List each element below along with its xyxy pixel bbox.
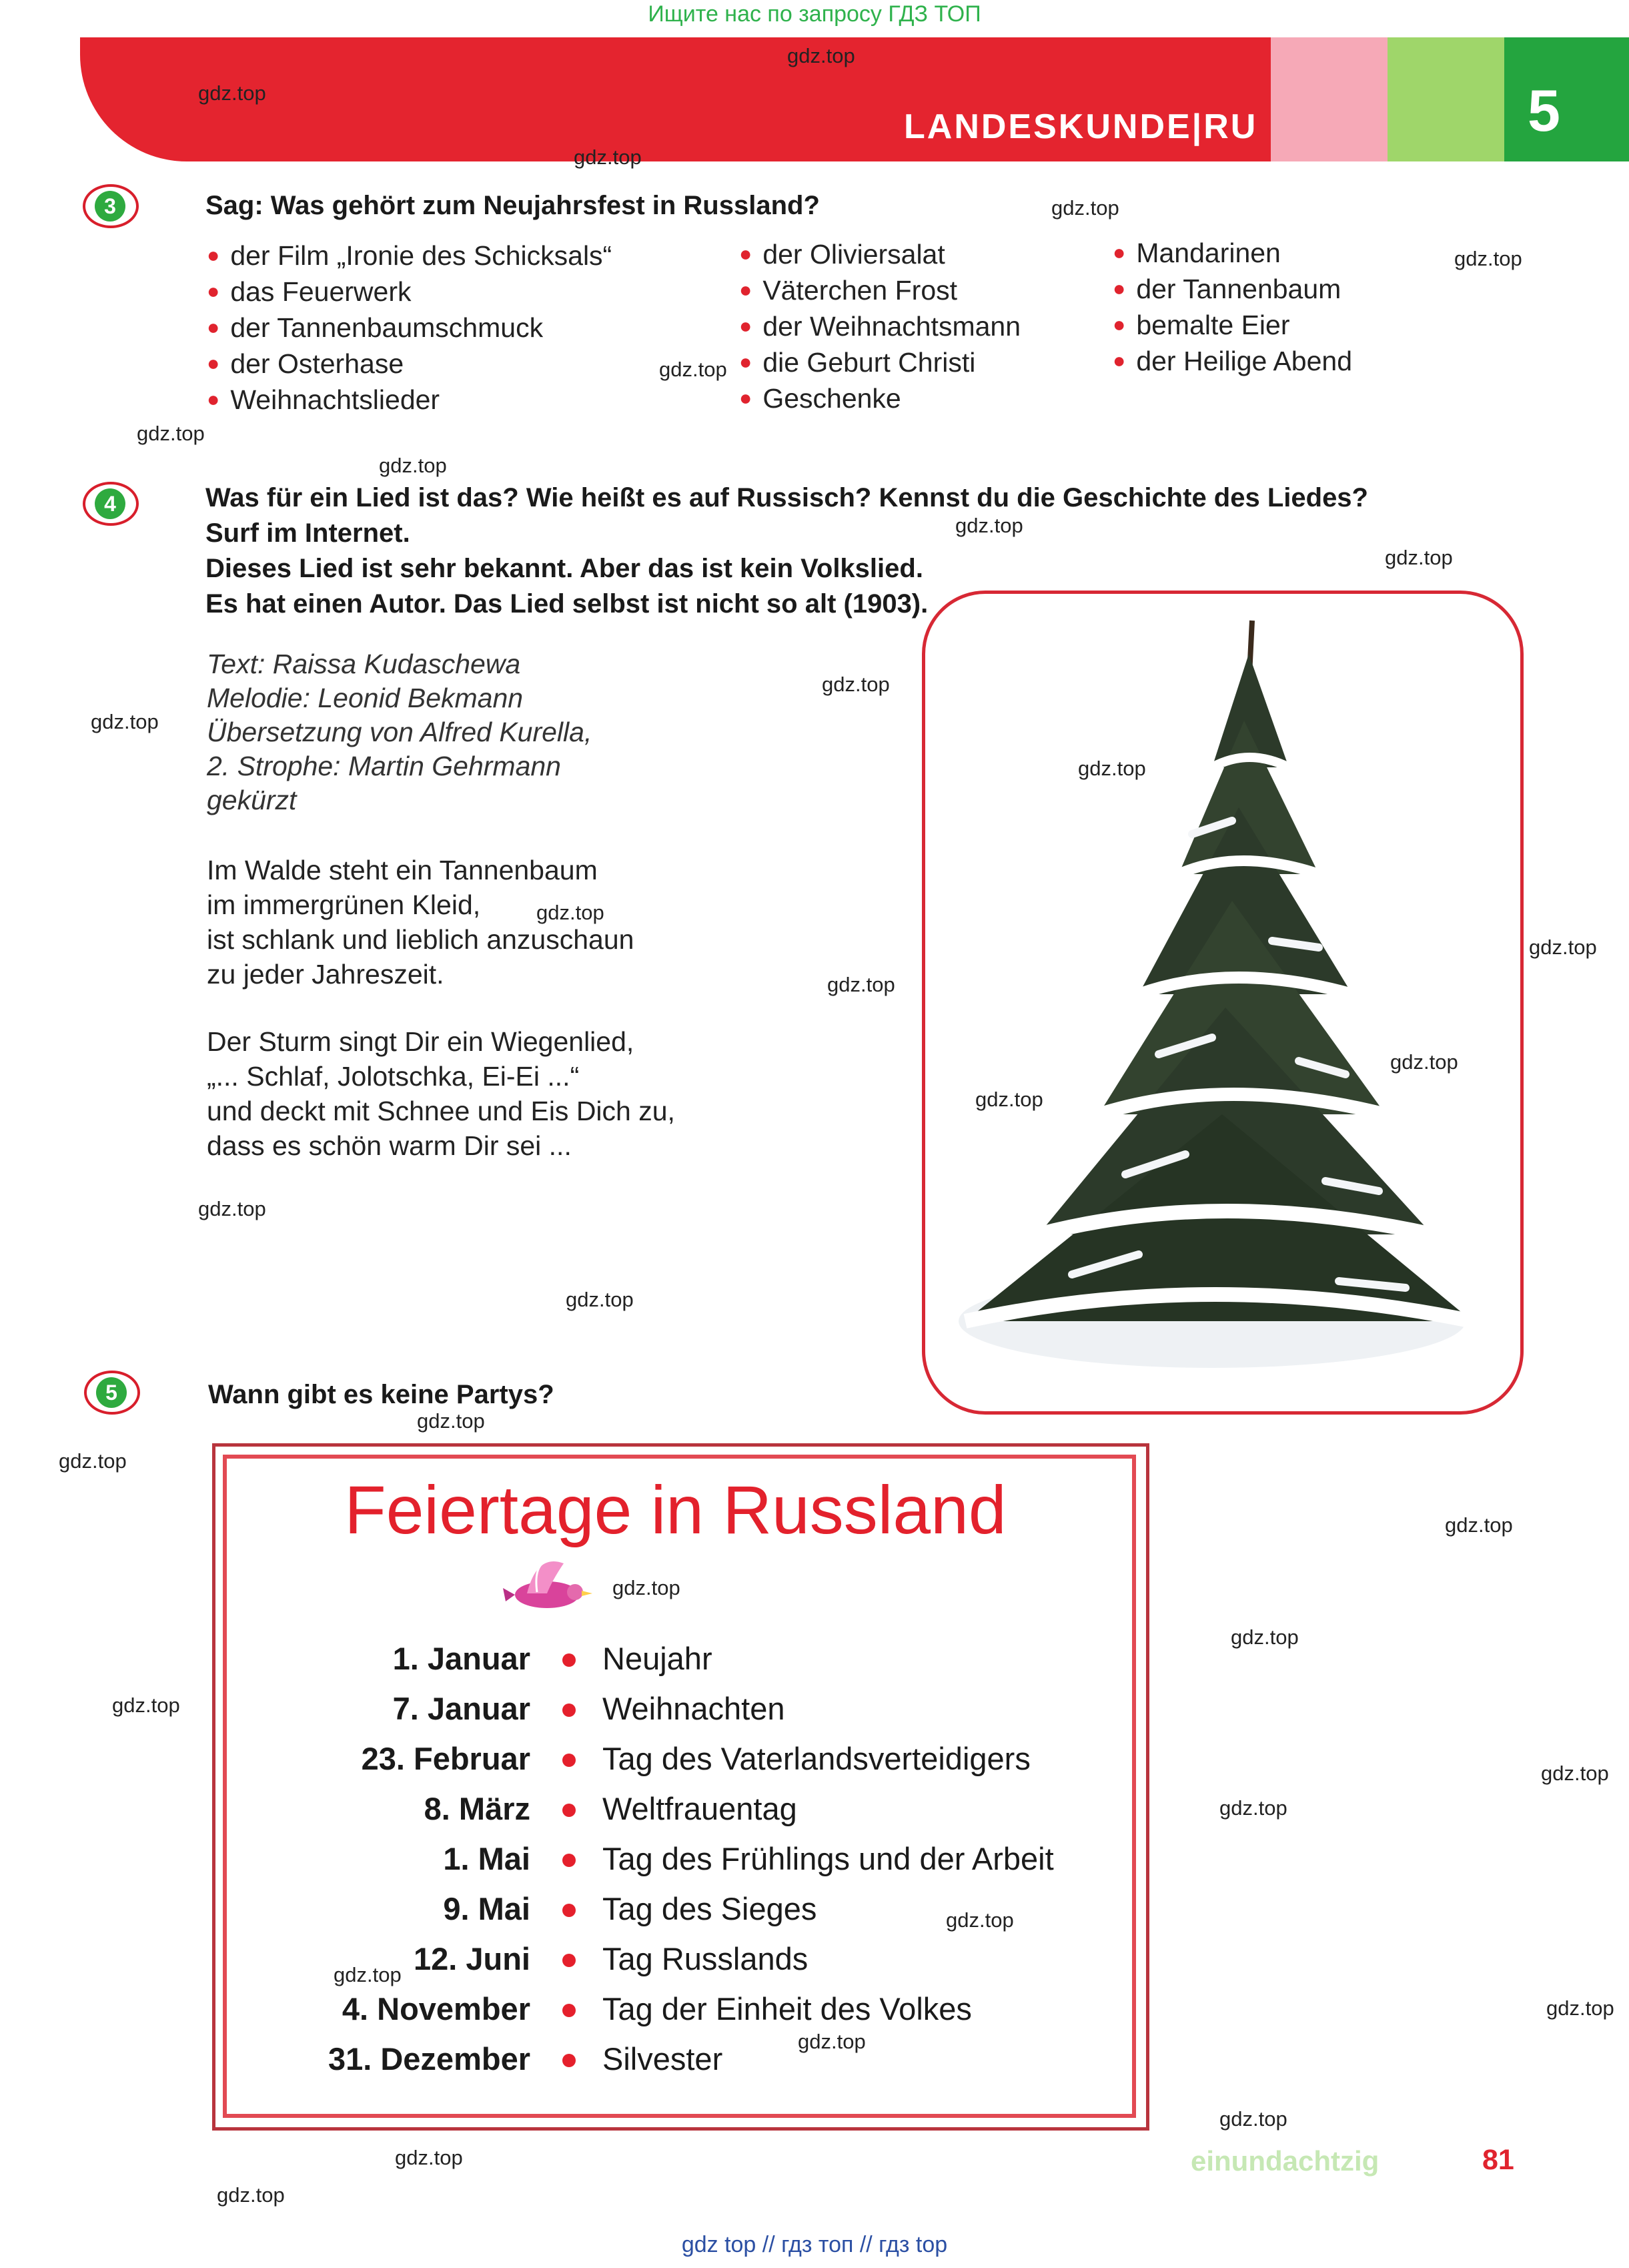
song-credits: [207, 647, 592, 817]
watermark: gdz.top: [1445, 1513, 1513, 1537]
holiday-date: 1. Januar: [392, 1641, 530, 1676]
holiday-row: [263, 1840, 1104, 1890]
watermark: gdz.top: [1051, 196, 1119, 220]
holiday-row: [263, 1690, 1104, 1740]
watermark: gdz.top: [59, 1449, 127, 1473]
credit-line: Melodie: Leonid Bekmann: [207, 683, 524, 713]
fir-tree-picture: [922, 591, 1524, 1415]
watermark: gdz.top: [1231, 1625, 1299, 1649]
holiday-date: 4. November: [342, 1991, 530, 2026]
task4-line: Was für ein Lied ist das? Wie heißt es auf Russisch? Kennst du die Geschichte des Liedes?: [205, 483, 1368, 512]
section-title: LANDESKUNDE|RU: [904, 107, 1258, 146]
list-item: ● das Feuerwerk: [207, 276, 412, 307]
task3-list-col1: [207, 239, 612, 419]
holidays-title: Feiertage in Russland: [344, 1472, 1007, 1548]
list-item: ● Geschenke: [739, 383, 901, 414]
watermark: gdz.top: [975, 1088, 1043, 1111]
task-number-badge: 4: [83, 482, 139, 526]
holiday-row: [263, 2040, 1104, 2091]
holiday-row: [263, 1790, 1104, 1840]
watermark: gdz.top: [198, 81, 266, 105]
holiday-date: 23. Februar: [361, 1741, 530, 1776]
list-item: ● der Tannenbaum: [1113, 274, 1341, 304]
watermark: gdz.top: [1529, 935, 1597, 959]
bullet-dot: [562, 1754, 576, 1767]
credit-line: Text: Raissa Kudaschewa: [207, 649, 521, 679]
bullet-dot: [562, 1804, 576, 1817]
holiday-date: 8. März: [424, 1791, 530, 1826]
verse-line: Der Sturm singt Dir ein Wiegenlied,: [207, 1026, 634, 1057]
list-item: ● der Weihnachtsmann: [739, 311, 1021, 342]
chapter-number: 5: [1528, 77, 1560, 143]
header-color-strip-green: [1504, 37, 1629, 161]
holiday-date: 9. Mai: [443, 1891, 530, 1926]
list-item: ● der Oliviersalat: [739, 239, 945, 270]
verse-line: Im Walde steht ein Tannenbaum: [207, 855, 598, 885]
task4-line: Surf im Internet.: [205, 518, 410, 548]
holiday-name: Tag der Einheit des Volkes: [602, 1991, 972, 2026]
credit-line: gekürzt: [207, 785, 297, 815]
holiday-name: Tag des Vaterlandsverteidigers: [602, 1741, 1031, 1776]
credit-line: 2. Strophe: Martin Gehrmann: [207, 751, 561, 781]
verse-line: ist schlank und lieblich anzuschaun: [207, 924, 634, 955]
task4-line: Es hat einen Autor. Das Lied selbst ist nicht so alt (1903).: [205, 589, 929, 619]
list-item: ● der Heilige Abend: [1113, 346, 1353, 376]
watermark: gdz.top: [659, 358, 727, 381]
top-search-hint: Ищите нас по запросу ГДЗ ТОП: [648, 1, 981, 27]
watermark: gdz.top: [536, 901, 604, 924]
holiday-row: [263, 1990, 1104, 2040]
watermark: gdz.top: [798, 2030, 866, 2053]
verse-line: im immergrünen Kleid,: [207, 889, 481, 920]
song-verse-2: [207, 1024, 675, 1163]
list-item: ● die Geburt Christi: [739, 347, 976, 378]
task-number-badge: 3: [83, 184, 139, 228]
watermark: gdz.top: [1219, 2107, 1287, 2131]
verse-line: zu jeder Jahreszeit.: [207, 959, 444, 990]
watermark: gdz.top: [1541, 1762, 1609, 1785]
header-color-strip-pink: [1271, 37, 1391, 161]
list-item: ● der Tannenbaumschmuck: [207, 312, 544, 343]
holiday-name: Tag des Sieges: [602, 1891, 817, 1926]
list-item: ● Mandarinen: [1113, 238, 1281, 268]
watermark: gdz.top: [1219, 1796, 1287, 1820]
credit-line: Übersetzung von Alfred Kurella,: [207, 717, 592, 747]
task3-list-col2: [739, 238, 1021, 418]
header-color-strip-lightgreen: [1388, 37, 1508, 161]
watermark: gdz.top: [612, 1576, 680, 1599]
bullet-dot: [562, 1904, 576, 1917]
holiday-name: Neujahr: [602, 1641, 712, 1676]
list-item: ● Weihnachtslieder: [207, 384, 440, 415]
watermark: gdz.top: [1454, 247, 1522, 270]
watermark: gdz.top: [822, 673, 890, 696]
task3-list-col3: [1113, 236, 1352, 380]
bullet-dot: [562, 1954, 576, 1967]
holiday-row: [263, 1640, 1104, 1690]
snowy-fir-tree-illustration: [925, 594, 1520, 1411]
holiday-date: 12. Juni: [413, 1941, 530, 1976]
watermark: gdz.top: [91, 710, 159, 733]
holiday-date: 7. Januar: [392, 1691, 530, 1726]
bottom-watermark-line: gdz top // гдз топ // гдз top: [681, 2232, 948, 2257]
task3-prompt: Sag: Was gehört zum Neujahrsfest in Russland?: [205, 191, 820, 220]
bird-icon: [500, 1547, 594, 1623]
watermark: gdz.top: [334, 1963, 402, 1986]
bullet-dot: [562, 1653, 576, 1667]
task5-prompt: Wann gibt es keine Partys?: [208, 1380, 554, 1409]
watermark: gdz.top: [1546, 1996, 1614, 2020]
watermark: gdz.top: [787, 44, 855, 67]
holiday-name: Weihnachten: [602, 1691, 785, 1726]
watermark: gdz.top: [946, 1908, 1014, 1932]
bullet-dot: [562, 2004, 576, 2017]
watermark: gdz.top: [417, 1409, 485, 1433]
task4-line: Dieses Lied ist sehr bekannt. Aber das ist kein Volkslied.: [205, 554, 923, 583]
page-number-word: einundachtzig: [1191, 2145, 1380, 2177]
list-item: ● der Osterhase: [207, 348, 404, 379]
verse-line: und deckt mit Schnee und Eis Dich zu,: [207, 1096, 675, 1126]
watermark: gdz.top: [395, 2146, 463, 2169]
holidays-table: [263, 1640, 1104, 2091]
holiday-name: Weltfrauentag: [602, 1791, 797, 1826]
holiday-date: 1. Mai: [443, 1841, 530, 1876]
watermark: gdz.top: [1078, 757, 1146, 780]
list-item: ● Väterchen Frost: [739, 275, 958, 306]
holiday-name: Tag Russlands: [602, 1941, 808, 1976]
bullet-dot: [562, 2054, 576, 2067]
page-number: 81: [1482, 2144, 1514, 2176]
verse-line: dass es schön warm Dir sei ...: [207, 1130, 572, 1161]
holiday-row: [263, 1740, 1104, 1790]
watermark: gdz.top: [574, 145, 642, 169]
task-number-badge: 5: [84, 1371, 140, 1415]
list-item: ● bemalte Eier: [1113, 310, 1290, 340]
watermark: gdz.top: [1390, 1050, 1458, 1074]
watermark: gdz.top: [217, 2183, 285, 2207]
watermark: gdz.top: [566, 1288, 634, 1311]
watermark: gdz.top: [955, 514, 1023, 537]
watermark: gdz.top: [827, 973, 895, 996]
watermark: gdz.top: [379, 454, 447, 477]
holiday-date: 31. Dezember: [328, 2041, 530, 2076]
bullet-dot: [562, 1854, 576, 1867]
holiday-name: Tag des Frühlings und der Arbeit: [602, 1841, 1054, 1876]
holiday-name: Silvester: [602, 2041, 723, 2076]
watermark: gdz.top: [1385, 546, 1453, 569]
verse-line: „... Schlaf, Jolotschka, Ei-Ei ...“: [207, 1061, 580, 1092]
watermark: gdz.top: [198, 1197, 266, 1220]
watermark: gdz.top: [137, 422, 205, 445]
bullet-dot: [562, 1704, 576, 1717]
watermark: gdz.top: [112, 1693, 180, 1717]
list-item: ● der Film „Ironie des Schicksals“: [207, 240, 612, 271]
